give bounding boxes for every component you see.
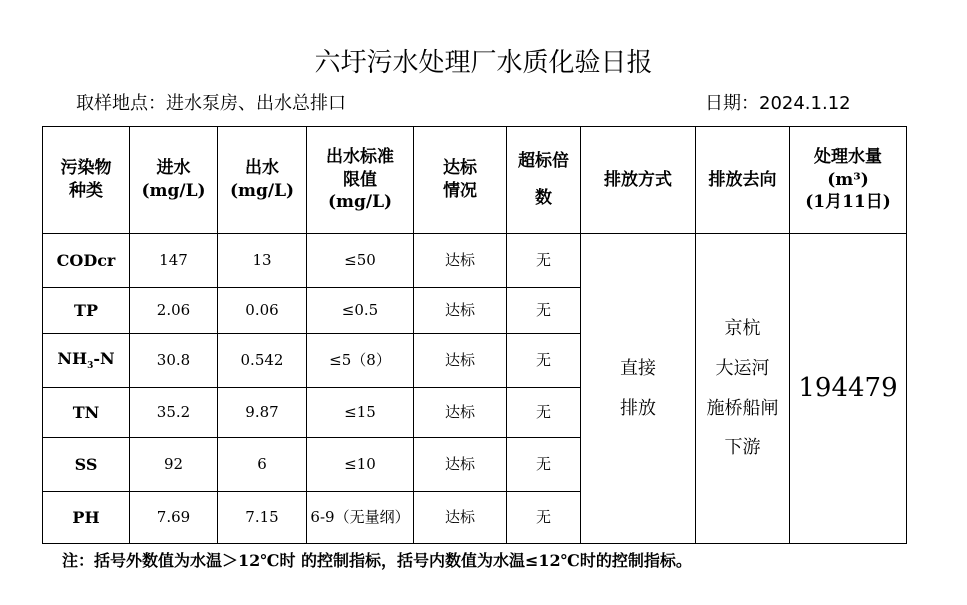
status-value: 达标 bbox=[414, 288, 507, 334]
inflow-value: 147 bbox=[130, 234, 218, 288]
water-quality-table bbox=[42, 126, 907, 544]
exceed-value: 无 bbox=[507, 388, 581, 438]
header-limit: 出水标准 限值 (mg/L) bbox=[307, 127, 414, 234]
status-value: 达标 bbox=[414, 334, 507, 388]
status-value: 达标 bbox=[414, 234, 507, 288]
limit-value: ≤50 bbox=[307, 234, 414, 288]
exceed-value: 无 bbox=[507, 492, 581, 544]
treated-volume: 194479 bbox=[790, 234, 907, 544]
pollutant-name: CODcr bbox=[43, 234, 130, 288]
inflow-value: 2.06 bbox=[130, 288, 218, 334]
limit-value: ≤5（8） bbox=[307, 334, 414, 388]
report-title: 六圩污水处理厂水质化验日报 bbox=[314, 48, 653, 78]
sampling-location: 取样地点：进水泵房、出水总排口 bbox=[76, 93, 346, 114]
inflow-value: 30.8 bbox=[130, 334, 218, 388]
discharge-destination: 京杭 大运河 施桥船闸 下游 bbox=[696, 234, 790, 544]
header-exceed: 超标倍 数 bbox=[507, 127, 581, 234]
report-date: 日期：2024.1.12 bbox=[705, 93, 851, 114]
limit-value: ≤10 bbox=[307, 438, 414, 492]
outflow-value: 0.542 bbox=[218, 334, 307, 388]
limit-value: 6-9（无量纲） bbox=[307, 492, 414, 544]
limit-value: ≤0.5 bbox=[307, 288, 414, 334]
header-volume: 处理水量 (m³) (1月11日) bbox=[790, 127, 907, 234]
limit-value: ≤15 bbox=[307, 388, 414, 438]
pollutant-name: TP bbox=[43, 288, 130, 334]
discharge-method: 直接 排放 bbox=[581, 234, 696, 544]
outflow-value: 7.15 bbox=[218, 492, 307, 544]
pollutant-name: SS bbox=[43, 438, 130, 492]
inflow-value: 92 bbox=[130, 438, 218, 492]
exceed-value: 无 bbox=[507, 288, 581, 334]
header-row bbox=[43, 127, 907, 234]
pollutant-name: TN bbox=[43, 388, 130, 438]
header-pollutant: 污染物 种类 bbox=[43, 127, 130, 234]
inflow-value: 35.2 bbox=[130, 388, 218, 438]
pollutant-name: PH bbox=[43, 492, 130, 544]
header-method: 排放方式 bbox=[581, 127, 696, 234]
inflow-value: 7.69 bbox=[130, 492, 218, 544]
footnote: 注：括号外数值为水温＞12℃时 的控制指标，括号内数值为水温≤12℃时的控制指标。 bbox=[62, 551, 692, 570]
header-status: 达标 情况 bbox=[414, 127, 507, 234]
outflow-value: 9.87 bbox=[218, 388, 307, 438]
header-outflow: 出水 (mg/L) bbox=[218, 127, 307, 234]
header-inflow: 进水 (mg/L) bbox=[130, 127, 218, 234]
status-value: 达标 bbox=[414, 438, 507, 492]
exceed-value: 无 bbox=[507, 438, 581, 492]
table-row bbox=[43, 234, 907, 288]
outflow-value: 6 bbox=[218, 438, 307, 492]
status-value: 达标 bbox=[414, 388, 507, 438]
outflow-value: 0.06 bbox=[218, 288, 307, 334]
exceed-value: 无 bbox=[507, 334, 581, 388]
outflow-value: 13 bbox=[218, 234, 307, 288]
exceed-value: 无 bbox=[507, 234, 581, 288]
status-value: 达标 bbox=[414, 492, 507, 544]
header-destination: 排放去向 bbox=[696, 127, 790, 234]
pollutant-name: $NH_3-N$ bbox=[43, 334, 130, 388]
